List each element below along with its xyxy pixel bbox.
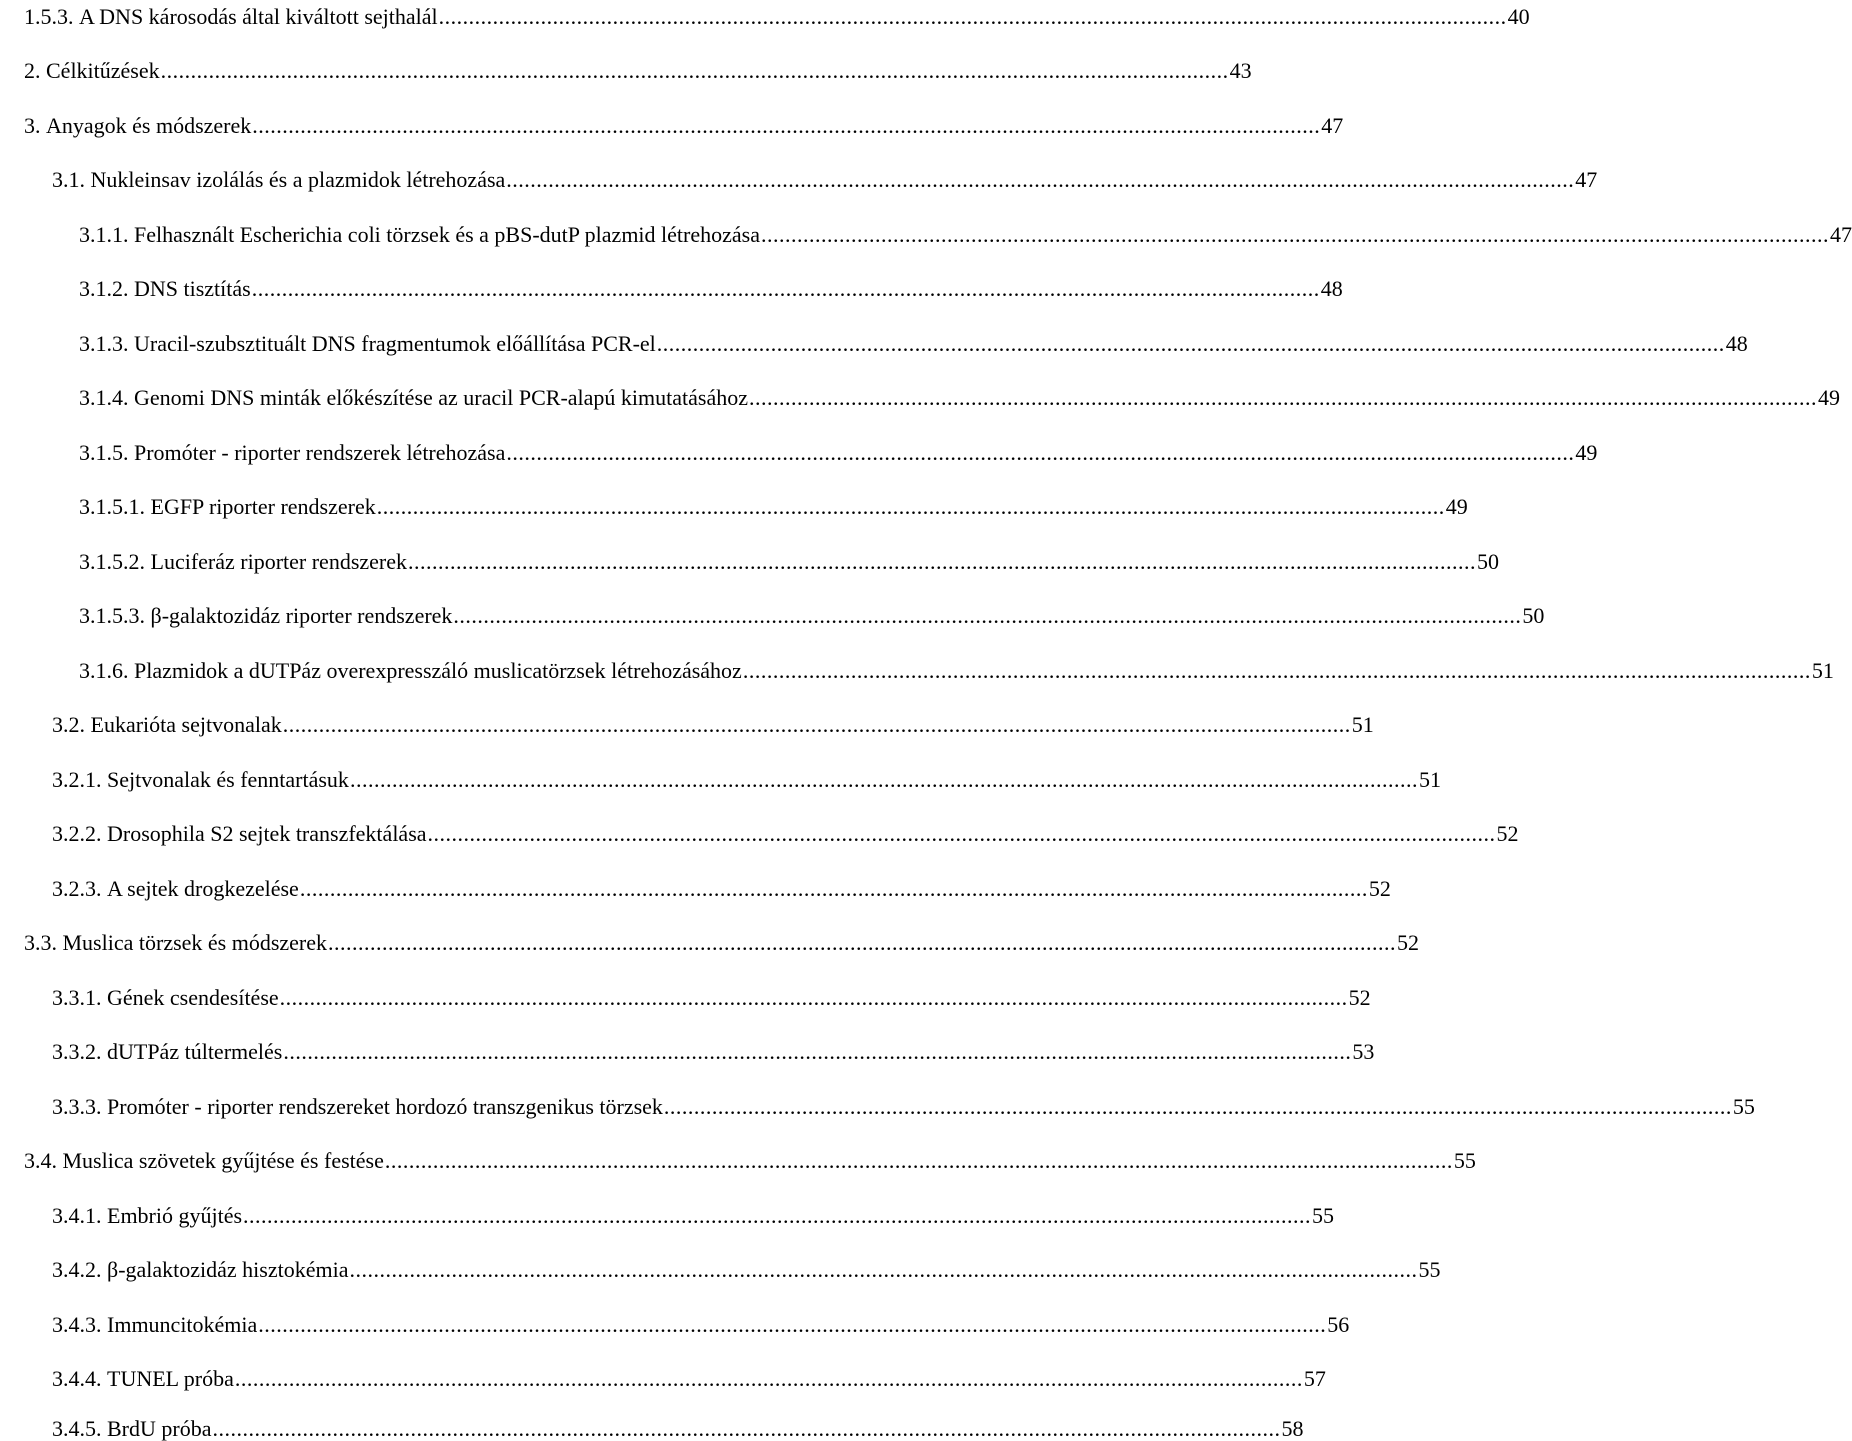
- toc-dot-leader: ..................................................................................................................................................................................: [282, 712, 1351, 737]
- toc-section-title: Promóter - riporter rendszerek létrehozása: [134, 440, 506, 465]
- toc-entry[interactable]: [79, 369, 1841, 410]
- toc-section-title: TUNEL próba: [107, 1366, 234, 1391]
- toc-entry[interactable]: [52, 1241, 1441, 1282]
- toc-entry[interactable]: [79, 533, 1500, 574]
- toc-page-number: 43: [1229, 58, 1252, 83]
- toc-section-title: Muslica szövetek gyűjtése és festése: [62, 1148, 384, 1173]
- toc-dot-leader: ..................................................................................................................................................................................: [279, 985, 1348, 1010]
- toc-page-number: 52: [1348, 985, 1371, 1010]
- toc-section-title: Immuncitokémia: [107, 1312, 258, 1337]
- toc-dot-leader: ..................................................................................................................................................................................: [663, 1094, 1732, 1119]
- toc-page-number: 52: [1368, 876, 1391, 901]
- toc-section-number: 3.4.3.: [52, 1312, 102, 1337]
- toc-entry[interactable]: [52, 751, 1441, 792]
- toc-dot-leader: ..................................................................................................................................................................................: [252, 113, 1321, 138]
- toc-entry[interactable]: [52, 696, 1374, 737]
- toc-page-number: 53: [1352, 1039, 1375, 1064]
- toc-entry[interactable]: [79, 315, 1748, 356]
- toc-entry[interactable]: [52, 1023, 1375, 1064]
- toc-section-number: 3.4.1.: [52, 1203, 102, 1228]
- toc-section-title: Embrió gyűjtés: [107, 1203, 243, 1228]
- toc-section-number: 3.1.1.: [79, 222, 129, 247]
- toc-section-number: 3.3.2.: [52, 1039, 102, 1064]
- toc-dot-leader: ..................................................................................................................................................................................: [243, 1203, 1312, 1228]
- toc-dot-leader: ..................................................................................................................................................................................: [749, 385, 1818, 410]
- toc-page-number: 49: [1575, 440, 1598, 465]
- toc-entry[interactable]: [24, 42, 1252, 83]
- toc-section-title: Sejtvonalak és fenntartásuk: [107, 767, 349, 792]
- toc-section-title: dUTPáz túltermelés: [107, 1039, 283, 1064]
- toc-page-number: 55: [1312, 1203, 1335, 1228]
- toc-section-title: β-galaktozidáz hisztokémia: [107, 1257, 349, 1282]
- toc-entry[interactable]: [52, 1350, 1326, 1391]
- toc-entry[interactable]: [79, 478, 1468, 519]
- toc-section-number: 3.3.1.: [52, 985, 102, 1010]
- toc-dot-leader: ..................................................................................................................................................................................: [384, 1148, 1453, 1173]
- toc-dot-leader: ..................................................................................................................................................................................: [506, 167, 1575, 192]
- toc-section-title: Célkitűzések: [46, 58, 160, 83]
- toc-entry[interactable]: [52, 969, 1371, 1010]
- toc-section-number: 3.1.4.: [79, 385, 129, 410]
- toc-section-title: Muslica törzsek és módszerek: [62, 930, 328, 955]
- toc-section-number: 3.1.5.3.: [79, 603, 145, 628]
- toc-entry[interactable]: [79, 424, 1598, 465]
- toc-section-title: EGFP riporter rendszerek: [150, 494, 376, 519]
- toc-entry[interactable]: [52, 1296, 1350, 1337]
- toc-section-title: BrdU próba: [107, 1416, 212, 1441]
- toc-entry[interactable]: [79, 206, 1852, 247]
- toc-dot-leader: ..................................................................................................................................................................................: [328, 930, 1397, 955]
- toc-dot-leader: ..................................................................................................................................................................................: [160, 58, 1229, 83]
- toc-page-number: 55: [1732, 1094, 1755, 1119]
- toc-section-number: 3.3.3.: [52, 1094, 102, 1119]
- toc-page-number: 58: [1281, 1416, 1304, 1441]
- toc-dot-leader: ..................................................................................................................................................................................: [656, 331, 1725, 356]
- toc-entry[interactable]: [79, 642, 1834, 683]
- toc-page-number: 51: [1351, 712, 1374, 737]
- toc-entry[interactable]: [52, 1400, 1304, 1441]
- toc-section-title: Genomi DNS minták előkészítése az uracil PCR-alapú kimutatásához: [134, 385, 749, 410]
- toc-page-number: 56: [1327, 1312, 1350, 1337]
- toc-dot-leader: ..................................................................................................................................................................................: [212, 1416, 1281, 1441]
- toc-entry[interactable]: [52, 1187, 1335, 1228]
- toc-entry[interactable]: [24, 0, 1530, 29]
- toc-dot-leader: ..................................................................................................................................................................................: [453, 603, 1522, 628]
- toc-section-number: 3.2.1.: [52, 767, 102, 792]
- toc-dot-leader: ..................................................................................................................................................................................: [760, 222, 1829, 247]
- toc-section-number: 3.4.: [24, 1148, 57, 1173]
- toc-section-title: β-galaktozidáz riporter rendszerek: [150, 603, 453, 628]
- toc-section-number: 3.1.5.: [79, 440, 129, 465]
- toc-dot-leader: ..................................................................................................................................................................................: [408, 549, 1477, 574]
- toc-dot-leader: ..................................................................................................................................................................................: [283, 1039, 1352, 1064]
- toc-entry[interactable]: [52, 1078, 1755, 1119]
- toc-section-title: Drosophila S2 sejtek transzfektálása: [107, 821, 427, 846]
- toc-page-number: 55: [1418, 1257, 1441, 1282]
- toc-section-title: Nukleinsav izolálás és a plazmidok létrehozása: [90, 167, 506, 192]
- toc-dot-leader: ..................................................................................................................................................................................: [234, 1366, 1303, 1391]
- toc-section-number: 3.2.: [52, 712, 85, 737]
- toc-section-number: 3.1.6.: [79, 658, 129, 683]
- toc-section-number: 3.4.4.: [52, 1366, 102, 1391]
- toc-dot-leader: ..................................................................................................................................................................................: [299, 876, 1368, 901]
- toc-section-number: 3.1.2.: [79, 276, 129, 301]
- toc-section-title: Anyagok és módszerek: [46, 113, 252, 138]
- toc-entry[interactable]: [52, 860, 1391, 901]
- toc-section-number: 3.3.: [24, 930, 57, 955]
- toc-dot-leader: ..................................................................................................................................................................................: [349, 767, 1418, 792]
- toc-section-title: A sejtek drogkezelése: [107, 876, 299, 901]
- toc-dot-leader: ..................................................................................................................................................................................: [438, 4, 1507, 29]
- toc-dot-leader: ..................................................................................................................................................................................: [376, 494, 1445, 519]
- toc-dot-leader: ..................................................................................................................................................................................: [349, 1257, 1418, 1282]
- toc-page-number: 50: [1522, 603, 1545, 628]
- toc-section-title: A DNS károsodás által kiváltott sejthalál: [79, 4, 438, 29]
- toc-entry[interactable]: [79, 587, 1545, 628]
- toc-page-number: 57: [1303, 1366, 1326, 1391]
- toc-page-number: 49: [1445, 494, 1468, 519]
- toc-page-number: 52: [1397, 930, 1420, 955]
- toc-dot-leader: ..................................................................................................................................................................................: [742, 658, 1811, 683]
- toc-section-number: 3.4.2.: [52, 1257, 102, 1282]
- toc-entry[interactable]: [79, 260, 1343, 301]
- toc-section-number: 3.1.: [52, 167, 85, 192]
- toc-section-number: 2.: [24, 58, 41, 83]
- toc-page-number: 47: [1829, 222, 1852, 247]
- toc-section-number: 3.1.5.1.: [79, 494, 145, 519]
- toc-entry[interactable]: [52, 805, 1519, 846]
- toc-dot-leader: ..................................................................................................................................................................................: [427, 821, 1496, 846]
- toc-page-number: 55: [1453, 1148, 1476, 1173]
- toc-page-number: 51: [1811, 658, 1834, 683]
- toc-section-title: Eukarióta sejtvonalak: [90, 712, 282, 737]
- toc-section-number: 3.2.2.: [52, 821, 102, 846]
- toc-page-number: 48: [1320, 276, 1343, 301]
- toc-entry[interactable]: [24, 97, 1344, 138]
- toc-page-number: 52: [1496, 821, 1519, 846]
- toc-section-title: Uracil-szubsztituált DNS fragmentumok előállítása PCR-el: [134, 331, 656, 356]
- toc-entry[interactable]: [24, 1132, 1476, 1173]
- toc-page-number: 40: [1507, 4, 1530, 29]
- toc-section-number: 3.1.5.2.: [79, 549, 145, 574]
- toc-section-title: Luciferáz riporter rendszerek: [150, 549, 408, 574]
- toc-section-title: Promóter - riporter rendszereket hordozó transzgenikus törzsek: [107, 1094, 663, 1119]
- toc-section-title: Gének csendesítése: [107, 985, 279, 1010]
- toc-section-title: Felhasznált Escherichia coli törzsek és a pBS-dutP plazmid létrehozása: [134, 222, 760, 247]
- toc-entry[interactable]: [52, 151, 1598, 192]
- toc-section-number: 3.2.3.: [52, 876, 102, 901]
- toc-page-number: 51: [1418, 767, 1441, 792]
- toc-page-number: 50: [1477, 549, 1500, 574]
- toc-section-number: 3.4.5.: [52, 1416, 102, 1441]
- toc-section-title: Plazmidok a dUTPáz overexpresszáló muslicatörzsek létrehozásához: [134, 658, 742, 683]
- toc-page-number: 48: [1725, 331, 1748, 356]
- toc-section-number: 3.1.3.: [79, 331, 129, 356]
- toc-section-title: DNS tisztítás: [134, 276, 251, 301]
- toc-dot-leader: ..................................................................................................................................................................................: [251, 276, 1320, 301]
- toc-dot-leader: ..................................................................................................................................................................................: [506, 440, 1575, 465]
- toc-page-number: 49: [1818, 385, 1841, 410]
- toc-dot-leader: ..................................................................................................................................................................................: [258, 1312, 1327, 1337]
- toc-entry[interactable]: [24, 914, 1420, 955]
- toc-page-number: 47: [1321, 113, 1344, 138]
- toc-section-number: 1.5.3.: [24, 4, 74, 29]
- toc-page-number: 47: [1575, 167, 1598, 192]
- toc-section-number: 3.: [24, 113, 41, 138]
